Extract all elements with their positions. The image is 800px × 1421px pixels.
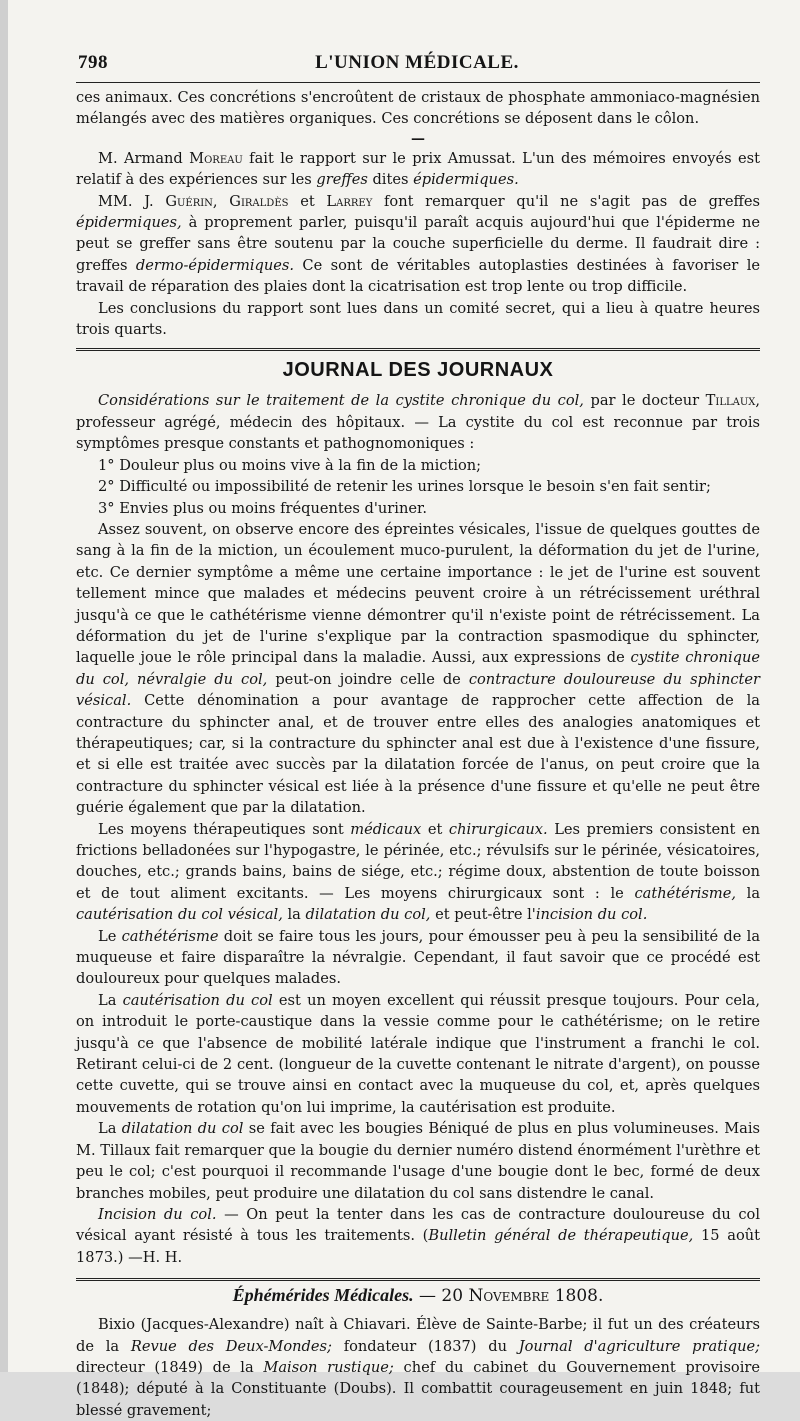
paragraph-conclusions: Les conclusions du rapport sont lues dans un comité secret, qui a lieu à quatre heures trois quarts.: [76, 299, 760, 339]
page-number: 798: [78, 52, 108, 73]
separator-dash: —: [411, 130, 425, 147]
section-title-ephemerides: Éphémérides Médicales. — 20 Novembre 1808.: [232, 1285, 604, 1307]
list-item-1: 1° Douleur plus ou moins vive à la fin de la miction;: [98, 456, 482, 474]
signature: H. H.: [142, 1248, 183, 1266]
section-rule: [76, 348, 760, 351]
paragraph-moreau: M. Armand Moreau fait le rapport sur le prix Amussat. L'un des mémoires envoyés est relatif à des expériences sur les greffes dites épidermiques.: [76, 149, 760, 189]
list-item-3: 3° Envies plus ou moins fréquentes d'uriner.: [98, 499, 427, 517]
page-edge: [0, 0, 8, 1372]
paragraph-catheterism: Le cathétérisme doit se faire tous les jours, pour émousser peu à peu la sensibilité de la muqueuse et faire disparaître la névralgie. Cependant, il faut savoir que ce procédé est douloureux pour quelques malades.: [76, 927, 761, 988]
running-title: L'UNION MÉDICALE.: [315, 52, 519, 73]
paragraph-bixio: Bixio (Jacques-Alexandre) naît à Chiavari. Élève de Sainte-Barbe; il fut un des créateurs de la Revue des Deux-Mondes; fondateur (1837) du Journal d'agriculture pratique; directeur (1849) de la Maison rustique; chef du cabinet du Gouvernement provisoire (1848); député à la Constituante (Doubs). Il combattit courageusement en juin 1848; fut blessé gravement;: [76, 1316, 761, 1419]
page-header: [78, 52, 760, 74]
header-rule: [76, 82, 760, 83]
paragraph-symptoms: Assez souvent, on observe encore des épreintes vésicales, l'issue de quelques gouttes de sang à la fin de la miction, un écoulement muco-purulent, la déformation du jet de l'urine, etc. Ce dernier symptôme a même une certaine importance : le jet de l'urine est souvent tellement mince que malades et médecins peuvent croire à un rétrécissement uréthral jusqu'à ce que le cathétérisme vienne démontrer qu'il n'existe point de rétrécissement. La déformation du jet de l'urine s'explique par la contraction spasmodique du sphincter, laquelle joue le rôle principal dans la maladie. Aussi, aux expressions de cystite chronique du col, névralgie du col, peut-on joindre celle de contracture douloureuse du sphincter vésical. Cette dénomination a pour avantage de rapprocher cette affection de la contracture du sphincter anal, et de trouver entre elles des analogies anatomiques et thérapeutiques; car, si la contracture du sphincter anal est due à l'existence d'une fissure, et si elle est traitée avec succès par la dilatation forcée de l'anus, on peut croire que la contracture du sphincter vésical est liée à la présence d'une fissure et qu'elle ne peut être guérie également que par la dilatation.: [76, 520, 761, 817]
list-item-2: 2° Difficulté ou impossibilité de retenir les urines lorsque le besoin s'en fait sentir;: [98, 478, 711, 496]
paragraph-incision: Incision du col. — On peut la tenter dans les cas de contracture douloureuse du col vésical ayant résisté à tous les traitements. (Bulletin général de thérapeutique, 15 août 1873.) —H. H.: [76, 1205, 761, 1266]
paragraph-guerin: MM. J. Guérin, Giraldès et Larrey font remarquer qu'il ne s'agit pas de greffes épidermiques, à proprement parler, puisqu'il paraît acquis aujourd'hui que l'épiderme ne peut se greffer sans être soutenu par la couche superficielle du derme. Il faudrait dire : greffes dermo-épidermiques. Ce sont de véritables autoplasties destinées à favoriser le travail de réparation des plaies dont la cicatrisation est trop lente ou trop difficile.: [76, 192, 761, 296]
section-rule-eph: [76, 1278, 760, 1281]
paragraph-cauterization: La cautérisation du col est un moyen excellent qui réussit presque toujours. Pour cela, on introduit le porte-caustique dans la vessie comme pour le cathétérisme; on le retire jusqu'à ce que l'absence de mobilité latérale indique que l'instrument a franchi le col. Retirant celui-ci de 2 cent. (longueur de la cuvette contenant le nitrate d'argent), on pousse cette cuvette, qui se trouve ainsi en contact avec la muqueuse du col, et, après quelques mouvements de rotation qu'on lui imprime, la cautérisation est produite.: [76, 991, 761, 1116]
paragraph-intro: Considérations sur le traitement de la cystite chronique du col, par le docteur Tillaux, professeur agrégé, médecin des hôpitaux. — La cystite du col est reconnue par trois symptômes presque constants et pathognomoniques :: [76, 392, 761, 453]
paragraph-concretions: ces animaux. Ces concrétions s'encroûtent de cristaux de phosphate ammoniaco-magnésien mélangés avec des matières organiques. Ces concrétions se déposent dans le côlon.: [76, 89, 760, 128]
paragraph-dilatation: La dilatation du col se fait avec les bougies Béniqué de plus en plus volumineuses. Mais M. Tillaux fait remarquer que la bougie du dernier numéro distend énormément l'urèthre et peu le col; c'est pourquoi il recommande l'usage d'une bougie dont le bec, formé de deux branches mobiles, peut produire une dilatation du col sans distendre le canal.: [76, 1120, 760, 1202]
section-title-journal: JOURNAL DES JOURNAUX: [282, 359, 554, 382]
paragraph-therapeutics: Les moyens thérapeutiques sont médicaux et chirurgicaux. Les premiers consistent en frictions belladonées sur l'hypogastre, le périnée, etc.; révulsifs sur le périnée, vésicatoires, douches, etc.; grands bains, bains de siége, etc.; régime doux, abstention de toute boisson et de tout aliment excitants. — Les moyens chirurgicaux sont : le cathétérisme, la cautérisation du col vésical, la dilatation du col, et peut-être l'incision du col.: [76, 820, 761, 924]
